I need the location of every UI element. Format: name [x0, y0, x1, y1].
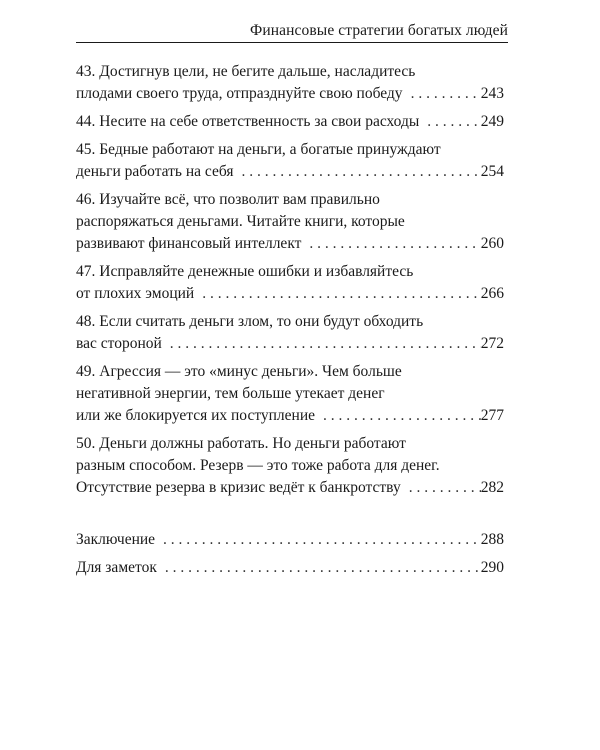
- dot-leader: [401, 477, 481, 499]
- page-number: 290: [480, 559, 504, 576]
- page-number: 254: [480, 163, 504, 180]
- toc-entry-line: Для заметок: [76, 559, 157, 576]
- page-number: 288: [480, 531, 504, 548]
- toc-entry-45: [76, 139, 504, 183]
- toc-entry-line: 44. Несите на себе ответственность за свои расходы: [76, 113, 420, 130]
- toc-entry-44: [76, 111, 504, 133]
- page-number: 272: [480, 335, 504, 352]
- toc-entry-50: [76, 433, 504, 499]
- toc-entry-line: Заключение: [76, 531, 156, 548]
- toc-entry-line: Отсутствие резерва в кризис ведёт к банкротству: [76, 479, 401, 496]
- section-gap: [76, 505, 504, 529]
- toc-entry-line: 43. Достигнув цели, не бегите дальше, насладитесь: [76, 63, 416, 80]
- dot-leader: [194, 283, 481, 305]
- page-number: 282: [480, 479, 504, 496]
- toc-entry-48: [76, 311, 504, 355]
- dot-leader: [157, 557, 481, 579]
- toc-entry-line: распоряжаться деньгами. Читайте книги, которые: [76, 213, 405, 230]
- toc-entry-line: развивают финансовый интеллект: [76, 235, 302, 252]
- running-header: Финансовые стратегии богатых людей: [250, 22, 508, 39]
- toc-entry-49: [76, 361, 504, 427]
- toc-entry-line: негативной энергии, тем больше утекает денег: [76, 385, 385, 402]
- toc-entry-line: или же блокируется их поступление: [76, 407, 316, 424]
- page-number: 260: [480, 235, 504, 252]
- toc-entry-notes: [76, 557, 504, 579]
- toc-entry-line: деньги работать на себя: [76, 163, 234, 180]
- page-number: 249: [480, 113, 504, 130]
- table-of-contents: [76, 61, 504, 585]
- toc-entry-line: разным способом. Резерв — это тоже работа для денег.: [76, 457, 440, 474]
- page-number: 266: [480, 285, 504, 302]
- dot-leader: [403, 83, 481, 105]
- toc-entry-line: 48. Если считать деньги злом, то они будут обходить: [76, 313, 424, 330]
- header-rule: [76, 42, 508, 43]
- toc-entry-conclusion: [76, 529, 504, 551]
- toc-entry-line: вас стороной: [76, 335, 162, 352]
- dot-leader: [315, 405, 481, 427]
- dot-leader: [419, 111, 480, 133]
- toc-entry-line: 49. Агрессия — это «минус деньги». Чем больше: [76, 363, 402, 380]
- toc-entry-47: [76, 261, 504, 305]
- dot-leader: [301, 233, 480, 255]
- toc-entry-line: 50. Деньги должны работать. Но деньги работают: [76, 435, 406, 452]
- toc-entry-line: от плохих эмоций: [76, 285, 195, 302]
- toc-entry-line: 46. Изучайте всё, что позволит вам правильно: [76, 191, 380, 208]
- toc-entry-line: плодами своего труда, отпразднуйте свою победу: [76, 85, 403, 102]
- dot-leader: [162, 333, 481, 355]
- toc-entry-46: [76, 189, 504, 255]
- dot-leader: [155, 529, 481, 551]
- toc-entry-line: 45. Бедные работают на деньги, а богатые принуждают: [76, 141, 441, 158]
- page-number: 243: [480, 85, 504, 102]
- page-number: 277: [480, 407, 504, 424]
- toc-entry-line: 47. Исправляйте денежные ошибки и избавляйтесь: [76, 263, 414, 280]
- dot-leader: [234, 161, 481, 183]
- toc-entry-43: [76, 61, 504, 105]
